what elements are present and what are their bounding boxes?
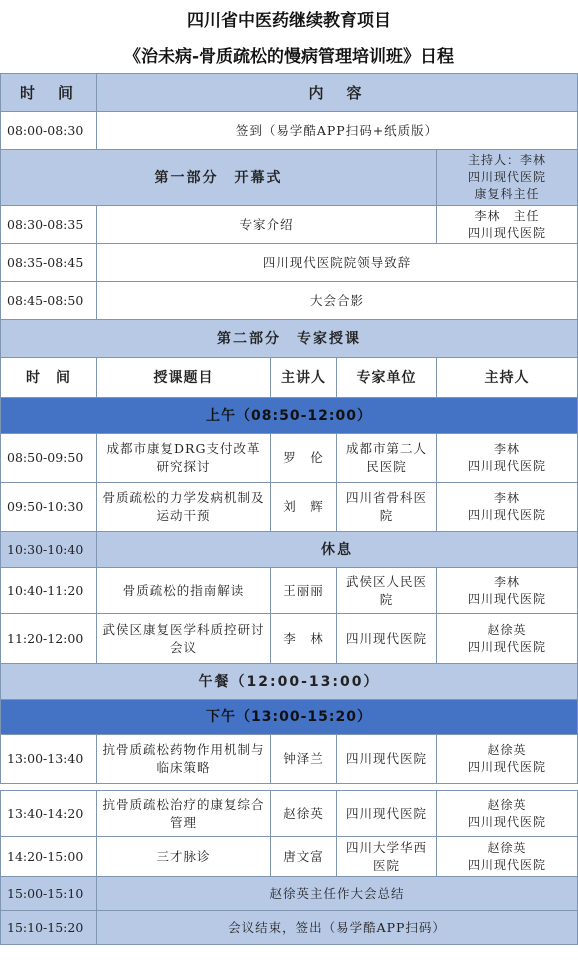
- row-host: [437, 434, 578, 483]
- col-host: 主持人: [437, 358, 578, 398]
- table-row: [1, 568, 578, 614]
- document-title: 四川省中医药继续教育项目: [187, 11, 391, 31]
- host-line: 四川现代医院: [468, 591, 547, 606]
- row-time: 09:50-10:30: [1, 483, 97, 532]
- header-time: 时 间: [1, 74, 97, 112]
- section-title: 第一部分 开幕式: [1, 150, 437, 206]
- host-line: 四川现代医院: [468, 459, 547, 473]
- host-line: 赵徐英: [487, 797, 527, 812]
- table-header-row: [1, 74, 578, 112]
- host-line: 四川现代医院: [468, 225, 547, 240]
- row-text: 专家介绍: [97, 206, 437, 244]
- row-time: 08:00-08:30: [1, 112, 97, 150]
- row-text: 签到（易学酷APP扫码+纸质版）: [97, 112, 578, 150]
- row-speaker: 罗 伦: [271, 434, 337, 483]
- host-line: 赵徐英: [487, 622, 527, 637]
- table-row: [1, 791, 578, 837]
- row-topic: 成都市康复DRG支付改革研究探讨: [97, 434, 271, 483]
- page-gap: [1, 784, 578, 791]
- row-time: 08:50-09:50: [1, 434, 97, 483]
- row-time: 10:40-11:20: [1, 568, 97, 614]
- host-line: 四川现代医院: [468, 760, 547, 774]
- lunch-row: [1, 664, 578, 700]
- section-title: 第二部分 专家授课: [1, 320, 578, 358]
- row-time: 08:35-08:45: [1, 244, 97, 282]
- row-speaker: 钟泽兰: [271, 735, 337, 784]
- table-row: [1, 614, 578, 664]
- row-text: 赵徐英主任作大会总结: [97, 877, 578, 911]
- row-topic: 抗骨质疏松药物作用机制与临床策略: [97, 735, 271, 784]
- host-line: 李林 主任: [474, 208, 540, 223]
- row-unit: 四川现代医院: [337, 791, 437, 837]
- row-unit: 四川大学华西医院: [337, 837, 437, 877]
- row-speaker: 刘 辉: [271, 483, 337, 532]
- row-time: 15:10-15:20: [1, 911, 97, 945]
- table-row: [1, 434, 578, 483]
- section-host: [437, 150, 578, 206]
- row-unit: 四川现代医院: [337, 614, 437, 664]
- table-row: [1, 837, 578, 877]
- row-host: [437, 568, 578, 614]
- row-speaker: 李 林: [271, 614, 337, 664]
- host-line: 李林: [494, 574, 521, 589]
- row-time: 08:45-08:50: [1, 282, 97, 320]
- period-title: 下午（13:00-15:20）: [1, 700, 578, 735]
- lunch-text: 午餐（12:00-13:00）: [1, 664, 578, 700]
- host-line: 李林: [494, 442, 521, 456]
- row-unit: 四川现代医院: [337, 735, 437, 784]
- period-row-morning: [1, 398, 578, 434]
- row-topic: 武侯区康复医学科质控研讨会议: [97, 614, 271, 664]
- column-header-row: [1, 358, 578, 398]
- row-speaker: 唐文富: [271, 837, 337, 877]
- break-row: [1, 532, 578, 568]
- row-topic: 抗骨质疏松治疗的康复综合管理: [97, 791, 271, 837]
- section-row-part1: [1, 150, 578, 206]
- row-host: [437, 791, 578, 837]
- table-row: [1, 244, 578, 282]
- col-topic: 授课题目: [97, 358, 271, 398]
- row-text: 四川现代医院院领导致辞: [97, 244, 578, 282]
- col-time: 时 间: [1, 358, 97, 398]
- header-content: 内 容: [97, 74, 578, 112]
- row-text: 大会合影: [97, 282, 578, 320]
- break-text: 休息: [97, 532, 578, 568]
- row-time: 14:20-15:00: [1, 837, 97, 877]
- document-subtitle: 《治未病-骨质疏松的慢病管理培训班》日程: [123, 47, 455, 67]
- row-text: 会议结束，签出（易学酷APP扫码）: [97, 911, 578, 945]
- row-host: [437, 735, 578, 784]
- host-line: 赵徐英: [487, 743, 527, 757]
- host-line: 四川现代医院: [468, 857, 547, 872]
- host-line: 四川现代医院: [468, 170, 547, 184]
- row-time: 10:30-10:40: [1, 532, 97, 568]
- row-time: 11:20-12:00: [1, 614, 97, 664]
- table-row: [1, 282, 578, 320]
- row-host: [437, 483, 578, 532]
- row-speaker: 王丽丽: [271, 568, 337, 614]
- row-host: [437, 837, 578, 877]
- row-unit: 成都市第二人民医院: [337, 434, 437, 483]
- row-topic: 骨质疏松的指南解读: [97, 568, 271, 614]
- schedule-table: [0, 73, 578, 945]
- host-line: 主持人：李林: [468, 153, 547, 167]
- host-line: 李林: [494, 491, 521, 505]
- row-host: [437, 614, 578, 664]
- host-line: 康复科主任: [474, 187, 540, 201]
- row-unit: 武侯区人民医院: [337, 568, 437, 614]
- host-line: 赵徐英: [487, 840, 527, 855]
- host-line: 四川现代医院: [468, 639, 547, 654]
- period-title: 上午（08:50-12:00）: [1, 398, 578, 434]
- row-unit: 四川省骨科医院: [337, 483, 437, 532]
- period-row-afternoon: [1, 700, 578, 735]
- col-speaker: 主讲人: [271, 358, 337, 398]
- row-speaker: 赵徐英: [271, 791, 337, 837]
- row-time: 13:00-13:40: [1, 735, 97, 784]
- row-time: 13:40-14:20: [1, 791, 97, 837]
- row-topic: 骨质疏松的力学发病机制及运动干预: [97, 483, 271, 532]
- section-row-part2: [1, 320, 578, 358]
- row-time: 08:30-08:35: [1, 206, 97, 244]
- row-time: 15:00-15:10: [1, 877, 97, 911]
- closing-row: [1, 911, 578, 945]
- row-topic: 三才脉诊: [97, 837, 271, 877]
- table-row: [1, 735, 578, 784]
- summary-row: [1, 877, 578, 911]
- table-row: [1, 206, 578, 244]
- table-row: [1, 483, 578, 532]
- host-line: 四川现代医院: [468, 814, 547, 829]
- host-line: 四川现代医院: [468, 508, 547, 522]
- col-unit: 专家单位: [337, 358, 437, 398]
- table-row: [1, 112, 578, 150]
- row-host: [437, 206, 578, 244]
